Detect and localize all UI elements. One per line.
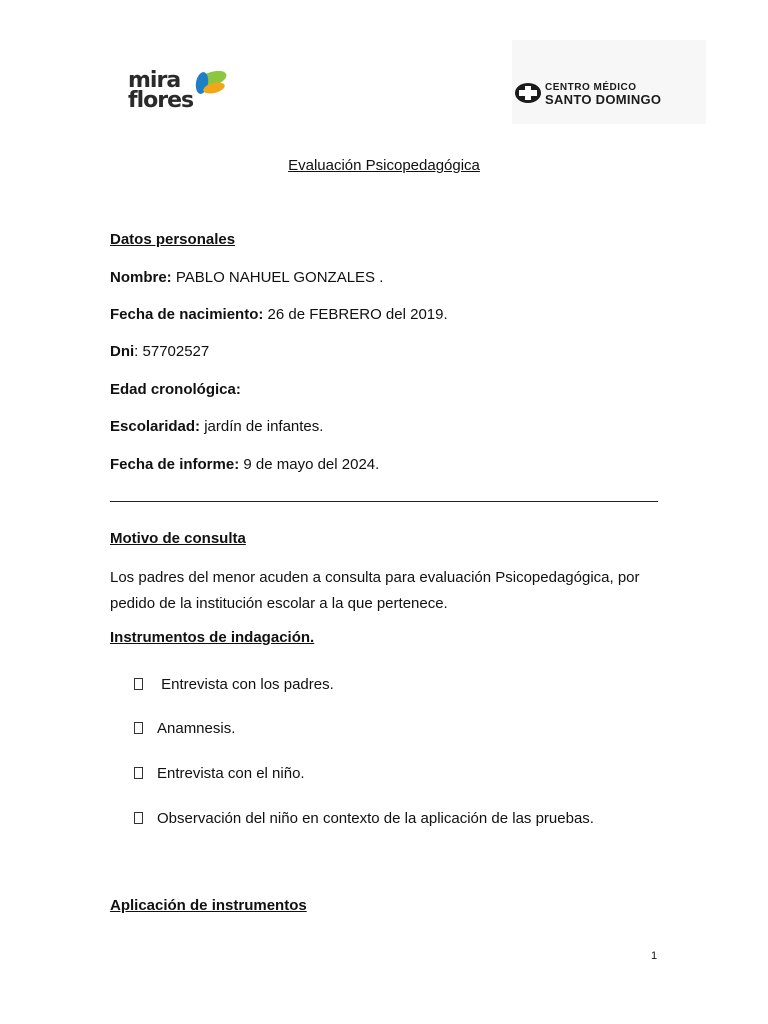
field-value: jardín de infantes. [200,418,324,435]
field-label: Fecha de informe: [110,456,240,473]
field-value: PABLO NAHUEL GONZALES . [171,269,384,286]
page-number: 1 [651,950,658,962]
field-value: 26 de FEBRERO del 2019. [263,306,448,323]
list-item [134,765,305,782]
santo-domingo-logo [512,40,706,124]
list-item-text: Observación del niño en contexto de la aplicación de las pruebas. [157,810,594,827]
section-divider [110,501,658,502]
document-title: Evaluación Psicopedagógica [288,157,480,174]
miraflores-logo [126,64,236,116]
logo-text-santo-domingo: SANTO DOMINGO [545,92,662,107]
logo-word-flores: flores [128,88,194,113]
logo-text-centro-medico: CENTRO MÉDICO [545,82,637,93]
bullet-icon [134,812,143,824]
field-value: 9 de mayo del 2024. [239,456,380,473]
field-label: Dni [110,343,135,360]
list-item-text: Entrevista con el niño. [157,765,305,782]
application-heading: Aplicación de instrumentos [110,897,307,914]
medical-cross-icon [514,82,542,104]
field-label: Fecha de nacimiento: [110,306,264,323]
field-label: Edad cronológica: [110,381,241,398]
field-report-date [110,456,379,473]
field-label: Escolaridad: [110,418,201,435]
list-item-text: Entrevista con los padres. [157,676,334,693]
bullet-icon [134,678,143,690]
instruments-heading: Instrumentos de indagación. [110,629,315,646]
butterfly-icon [192,66,232,102]
field-name [110,269,383,286]
field-birthdate [110,306,448,323]
consult-paragraph: Los padres del menor acuden a consulta para evaluación Psicopedagógica, por pedido de la institución escolar a la que pertenece. [110,569,640,612]
field-schooling [110,418,323,435]
field-label: Nombre: [110,269,172,286]
list-item [134,676,334,693]
field-age [110,381,241,398]
consult-heading: Motivo de consulta [110,530,246,547]
personal-data-heading: Datos personales [110,231,236,248]
list-item [134,810,594,827]
logo-word-mira: mira [128,68,181,93]
bullet-icon [134,722,143,734]
bullet-icon [134,767,143,779]
list-item-text: Anamnesis. [157,720,236,737]
field-dni [110,343,209,360]
field-value: : 57702527 [134,343,210,360]
list-item [134,720,235,737]
